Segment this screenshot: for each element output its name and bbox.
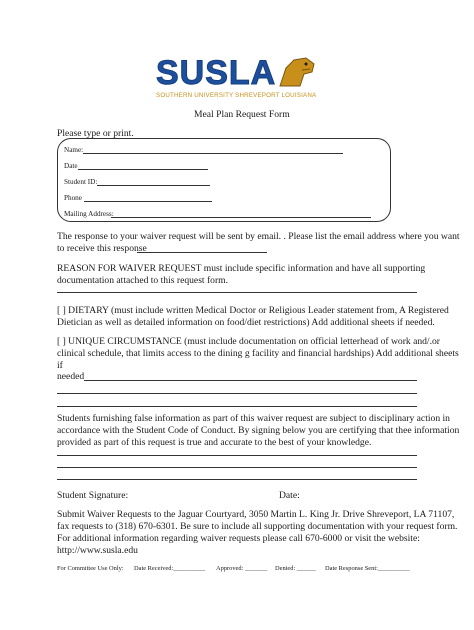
approved-field[interactable]: Approved: _______ <box>216 565 268 572</box>
needed-line-3[interactable] <box>57 406 417 407</box>
name-field[interactable] <box>83 153 343 154</box>
response-text-line1: The response to your waiver request will be sent by email. . Please list the email address where you want <box>57 231 460 242</box>
false-info-line3: provided as part of this request is true and accurate to the best of your knowledge. <box>57 437 372 448</box>
date-response-sent-field[interactable]: Date Response Sent:__________ <box>325 565 410 572</box>
certify-line-1[interactable] <box>57 455 417 456</box>
phone-field[interactable] <box>84 201 212 202</box>
name-label: Name: <box>64 146 84 154</box>
false-info-line2: accordance with the Student Code of Conduct. By signing below you are certifying that thee information <box>57 425 460 436</box>
date-label: Date <box>64 162 78 170</box>
logo-subtext: SOUTHERN UNIVERSITY SHREVEPORT LOUISIANA <box>156 92 317 99</box>
response-text-line2: to receive this response <box>57 243 147 254</box>
dietary-text-line1: [ ] DIETARY (must include written Medical Doctor or Religious Leader statement from, A Registered <box>57 305 449 316</box>
email-field[interactable] <box>137 252 267 253</box>
mailing-address-label: Mailing Address: <box>64 210 114 218</box>
reason-text-line2: documentation attached to this request form. <box>57 275 229 286</box>
certify-line-3[interactable] <box>57 479 417 480</box>
needed-line-1[interactable] <box>84 380 417 381</box>
mailing-address-field[interactable] <box>111 217 371 218</box>
unique-text-line1: [ ] UNIQUE CIRCUMSTANCE (must include documentation on official letterhead of work and/.or <box>57 336 440 347</box>
logo-wordmark: SUSLA <box>156 54 277 92</box>
website-link[interactable]: http://www.susla.edu <box>57 545 138 556</box>
false-info-line1: Students furnishing false information as part of this waiver request are subject to disciplinary action in <box>57 413 450 424</box>
student-id-label: Student ID: <box>64 178 98 186</box>
student-id-field[interactable] <box>97 185 210 186</box>
submit-line1: Submit Waiver Requests to the Jaguar Courtyard, 3050 Martin L. King Jr. Drive Shreveport, LA 71107, <box>57 509 455 520</box>
reason-text-line1: REASON FOR WAIVER REQUEST must include specific information and have all supporting <box>57 263 426 274</box>
phone-label: Phone <box>64 194 82 202</box>
submit-line2: fax requests to (318) 670-6301. Be sure to include all supporting documentation with your request form. <box>57 521 458 532</box>
susla-logo <box>156 56 320 106</box>
form-title: Meal Plan Request Form <box>194 109 290 120</box>
date-field[interactable] <box>78 169 208 170</box>
unique-text-line2: clinical schedule, that limits access to the dining g facility and financial hardships) Add additional sheets <box>57 348 459 359</box>
submit-line3: For additional information regarding waiver requests please call 670-6000 or visit the website: <box>57 533 420 544</box>
needed-line-2[interactable] <box>57 393 417 394</box>
student-signature-label: Student Signature: <box>57 490 129 501</box>
instructions-text: Please type or print. <box>57 128 134 139</box>
jaguar-icon <box>276 56 316 90</box>
certify-line-2[interactable] <box>57 467 417 468</box>
reason-line[interactable] <box>57 292 417 293</box>
unique-text-line3: if <box>57 360 63 371</box>
signature-date-label: Date: <box>279 490 300 501</box>
date-received-field[interactable]: Date Received:__________ <box>134 565 206 572</box>
dietary-text-line2: Dietician as well as detailed information on food/diet restrictions) Add additional sheets if needed. <box>57 317 435 328</box>
committee-label: For Committee Use Only: <box>57 565 124 572</box>
denied-field[interactable]: Denied: ______ <box>275 565 316 572</box>
unique-text-line4: needed <box>57 371 85 382</box>
